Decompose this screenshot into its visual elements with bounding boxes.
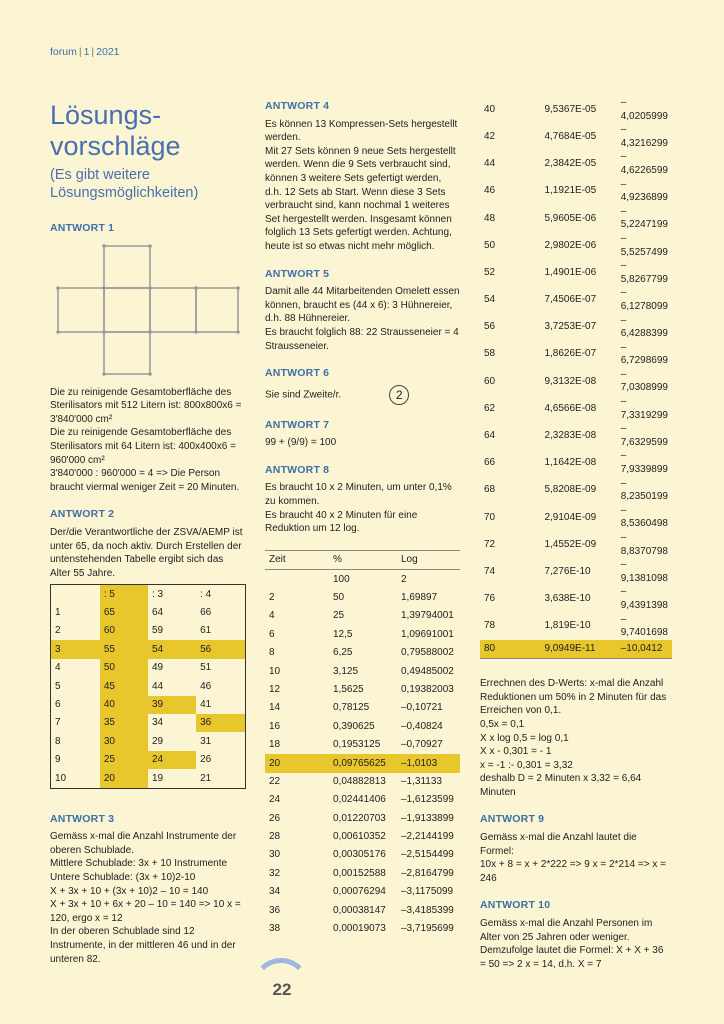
table-cell: 1,09691001 — [401, 628, 454, 640]
table-cell: 34 — [269, 886, 281, 898]
table-row — [265, 773, 460, 791]
answer-3-heading: ANTWORT 3 — [50, 812, 115, 825]
table-cell: 54 — [148, 640, 196, 658]
table-cell: 64 — [151, 607, 164, 619]
table-cell: 7,4506E-07 — [544, 294, 597, 306]
table-row — [51, 659, 246, 677]
answer-1-text-1: Die zu reinigende Gesamtoberfläche des Sterilisators mit 512 Litern ist: 800x800x6 = 3'840'000 cm² — [50, 386, 242, 425]
answer-5 — [265, 268, 460, 354]
table-row — [51, 604, 246, 622]
table-row — [480, 286, 672, 313]
table-cell: –1,6123599 — [401, 794, 454, 806]
table-cell: 39 — [148, 696, 196, 714]
answer-6-heading: ANTWORT 6 — [265, 367, 330, 380]
answer-3-line: X + 3x + 10 + (3x + 10)2 – 10 = 140 — [50, 885, 209, 897]
column-header: Log — [397, 550, 460, 569]
answer-8-continued — [480, 677, 672, 799]
cube-net-diagram — [50, 242, 246, 382]
table-cell: 60 — [100, 622, 148, 640]
page-subtitle: (Es gibt weitere Lösungsmöglichkeiten) — [50, 167, 199, 201]
table-cell: 78 — [484, 620, 496, 632]
answer-8-after-line: x = -1 :- 0,301 = 3,32 — [480, 759, 573, 771]
table-cell: 5 — [55, 680, 61, 692]
table-cell: –8,2350199 — [620, 477, 668, 503]
table-cell: 5,9605E-06 — [544, 212, 597, 224]
table-cell: 14 — [269, 702, 281, 714]
table-cell: –1,9133899 — [401, 812, 454, 824]
table-cell: 100 — [333, 573, 350, 585]
answer-10-line: Gemäss x-mal die Anzahl Personen im Alter von 25 Jahren oder weniger. — [480, 918, 653, 943]
table-cell: 1,819E-10 — [544, 620, 591, 632]
table-row — [265, 736, 460, 754]
page-number: 22 — [272, 980, 292, 999]
table-cell: 30 — [269, 849, 281, 861]
table-cell: 51 — [200, 662, 212, 674]
table-cell: 54 — [484, 294, 496, 306]
table-header-row — [265, 550, 460, 569]
table-cell: 1,4552E-09 — [544, 538, 597, 550]
answer-4 — [265, 100, 460, 254]
table-cell: 16 — [269, 720, 281, 732]
table-cell: 70 — [484, 511, 496, 523]
table-row — [480, 232, 672, 259]
table-cell: 0,09765625 — [329, 754, 397, 772]
table-row — [265, 864, 460, 882]
table-cell: 28 — [269, 831, 281, 843]
table-cell: 58 — [484, 348, 496, 360]
table-row — [265, 883, 460, 901]
answer-5-heading: ANTWORT 5 — [265, 267, 330, 280]
circled-number: 2 — [389, 385, 409, 405]
answer-3-line: X + 3x + 10 + 6x + 20 – 10 = 140 => 10 x = 120, ergo x = 12 — [50, 899, 241, 924]
answer-8-after-line: 0,5x = 0,1 — [480, 718, 525, 730]
table-cell: 50 — [100, 659, 148, 677]
answer-8-after-line: X x log 0,5 = log 0,1 — [480, 732, 569, 744]
table-cell: –9,1381098 — [620, 559, 668, 584]
table-row — [265, 681, 460, 699]
answer-7-heading: ANTWORT 7 — [265, 418, 330, 431]
answer-5-line: Damit alle 44 Mitarbeitenden Omelett essen können, braucht es (44 x 6): 3 Hühnereier, d.h. 88 Hühnereier. — [265, 286, 460, 325]
table-cell: 66 — [200, 607, 212, 619]
table-row — [51, 714, 246, 732]
magazine-name: forum — [50, 46, 77, 58]
table-cell: 59 — [151, 625, 164, 637]
table-row — [265, 920, 460, 938]
table-cell: –0,70927 — [401, 739, 443, 751]
table-cell: 12,5 — [333, 628, 353, 640]
table-cell: 6 — [269, 628, 275, 640]
table-cell: –9,4391398 — [620, 586, 668, 611]
table-cell: 9,0949E-11 — [540, 640, 616, 659]
table-row — [480, 150, 672, 177]
answer-8 — [265, 464, 460, 536]
table-cell: 2,3283E-08 — [544, 430, 597, 442]
table-cell: 0,00076294 — [333, 886, 386, 898]
answer-2-text: Der/die Verantwortliche der ZSVA/AEMP ist unter 65, da noch aktiv. Durch Erstellen der untenstehenden Tabelle ergibt sich das Alter 55 Jahre. — [50, 526, 243, 579]
table-cell: 21 — [200, 772, 212, 784]
table-cell: 46 — [200, 680, 212, 692]
table-cell: 7 — [55, 717, 61, 729]
table-cell: 26 — [200, 754, 212, 766]
table-cell: 0,00038147 — [333, 904, 386, 916]
answer-3-line: Untere Schublade: (3x + 10)2-10 — [50, 871, 196, 883]
table-row — [51, 732, 246, 750]
table-cell: 61 — [200, 625, 212, 637]
table-row — [265, 699, 460, 717]
table-row — [480, 259, 672, 286]
table-cell: –3,4185399 — [401, 904, 454, 916]
table-cell: 36 — [196, 714, 245, 732]
table-cell: 6 — [55, 699, 61, 711]
table-cell: 5,8208E-09 — [544, 484, 597, 496]
column-header: % — [329, 550, 397, 569]
table-cell: 0,19382003 — [401, 683, 454, 695]
table-cell: 34 — [151, 717, 164, 729]
table-cell: 18 — [269, 739, 281, 751]
table-cell: 46 — [484, 185, 496, 197]
table-row — [480, 368, 672, 395]
table-cell: –8,5360498 — [620, 504, 668, 530]
table-cell: 3,125 — [333, 665, 359, 677]
answer-3-line: Gemäss x-mal die Anzahl Instrumente der oberen Schublade. — [50, 831, 237, 856]
table-cell: 50 — [484, 239, 496, 251]
table-cell: 0,390625 — [333, 720, 375, 732]
table-cell: 2 — [401, 573, 407, 585]
column-3 — [480, 96, 672, 985]
answer-3 — [50, 813, 246, 967]
page-header: forum | 1 | 2021 — [50, 46, 120, 58]
answer-2-heading: ANTWORT 2 — [50, 508, 115, 521]
table-cell: –6,1278099 — [620, 287, 668, 312]
table-row — [265, 828, 460, 846]
table-cell: 44 — [484, 158, 496, 170]
table-cell: 29 — [151, 735, 164, 747]
table-cell: –4,6226599 — [620, 151, 668, 176]
table-cell: 40 — [484, 103, 496, 115]
table-cell: 31 — [200, 735, 212, 747]
table-row — [265, 901, 460, 919]
table-row — [265, 662, 460, 680]
table-row — [265, 589, 460, 607]
reduction-table-continued — [480, 96, 672, 659]
table-row — [51, 640, 246, 658]
age-table — [50, 584, 246, 788]
table-cell: 64 — [484, 430, 496, 442]
table-cell — [265, 570, 329, 589]
column-header: : 3 — [151, 588, 164, 600]
table-cell: –7,0308999 — [620, 368, 668, 394]
table-cell: –0,10721 — [401, 702, 443, 714]
table-cell: 0,78125 — [333, 702, 370, 714]
table-row — [480, 395, 672, 422]
table-row — [480, 205, 672, 232]
table-row — [265, 809, 460, 827]
table-cell: –7,9339899 — [620, 450, 668, 476]
table-row — [480, 422, 672, 449]
table-cell: 0,01220703 — [333, 812, 386, 824]
table-cell: 0,1953125 — [333, 739, 381, 751]
table-cell: 0,49485002 — [401, 665, 454, 677]
table-cell: –2,5154499 — [401, 849, 454, 861]
answer-8-after-line: deshalb D = 2 Minuten x 3,32 = 6,64 Minuten — [480, 773, 642, 798]
column-1 — [50, 100, 246, 980]
table-cell: 22 — [269, 775, 281, 787]
table-cell: 0,79588002 — [401, 647, 454, 659]
table-cell: –4,3216299 — [620, 124, 668, 149]
answer-3-line: In der oberen Schublade sind 12 Instrumente, in der mittleren 46 und in der unteren 82. — [50, 926, 236, 965]
table-cell: 68 — [484, 484, 496, 496]
table-cell: 48 — [484, 212, 496, 224]
table-cell: 0,04882813 — [333, 775, 386, 787]
table-cell: 76 — [484, 593, 496, 605]
table-cell: 12 — [269, 683, 281, 695]
table-cell: 56 — [484, 321, 496, 333]
table-cell: 1,8626E-07 — [544, 348, 597, 360]
table-cell: 42 — [484, 130, 496, 142]
table-row — [480, 96, 672, 123]
column-header — [51, 585, 100, 604]
table-row — [51, 769, 246, 788]
table-cell: 25 — [333, 610, 345, 622]
column-header: Zeit — [265, 550, 329, 569]
table-cell: –2,2144199 — [401, 831, 454, 843]
answer-8-after-line: Errechnen des D-Werts: x-mal die Anzahl Reduktionen um 50% in 2 Minuten für das Erreichen von 0,1. — [480, 678, 667, 717]
answer-1-text-2: Die zu reinigende Gesamtoberfläche des Sterilisators mit 64 Litern ist: 400x400x6 = 960'000 cm² — [50, 427, 236, 466]
table-row — [51, 622, 246, 640]
table-row — [265, 717, 460, 735]
table-cell: 1,1642E-08 — [544, 457, 597, 469]
table-row — [480, 531, 672, 558]
answer-1 — [50, 222, 246, 494]
answer-7 — [265, 419, 460, 450]
table-cell: 4 — [269, 610, 275, 622]
table-cell: 0,02441406 — [333, 794, 386, 806]
table-cell: 62 — [484, 402, 496, 414]
table-cell: 0,00019073 — [333, 923, 386, 935]
table-row — [265, 644, 460, 662]
table-cell: 56 — [196, 640, 245, 658]
table-cell: 1,39794001 — [401, 610, 454, 622]
table-cell: 2 — [55, 625, 61, 637]
table-row — [480, 640, 672, 659]
table-row — [480, 449, 672, 476]
table-cell: –10,0412 — [617, 640, 672, 659]
table-row — [51, 677, 246, 695]
table-cell: 2,9104E-09 — [544, 511, 597, 523]
table-cell: 30 — [100, 732, 148, 750]
table-row — [480, 178, 672, 205]
answer-8-line: Es braucht 10 x 2 Minuten, um unter 0,1% zu kommen. — [265, 482, 452, 508]
table-row — [265, 791, 460, 809]
table-cell: 32 — [269, 867, 281, 879]
table-cell: –6,7298699 — [620, 341, 668, 367]
table-cell: –0,40824 — [401, 720, 443, 732]
table-cell: 24 — [269, 794, 281, 806]
table-cell: 1 — [55, 607, 61, 619]
table-cell: 24 — [148, 751, 196, 769]
table-cell: –2,8164799 — [401, 867, 454, 879]
table-cell: –1,31133 — [401, 775, 442, 787]
table-header-row — [51, 585, 246, 604]
table-row — [265, 607, 460, 625]
table-cell: 35 — [100, 714, 148, 732]
table-cell: 9,3132E-08 — [544, 375, 597, 387]
table-cell: –5,8267799 — [620, 260, 668, 285]
table-row — [480, 477, 672, 504]
table-cell: 65 — [100, 604, 148, 622]
table-row — [480, 558, 672, 585]
answer-6-text: Sie sind Zweite/r. — [265, 389, 342, 401]
table-cell: –9,7401698 — [620, 613, 668, 639]
table-cell: 2 — [269, 592, 275, 604]
table-cell: 2,3842E-05 — [544, 158, 597, 170]
table-cell: –4,0205999 — [620, 97, 668, 122]
issue-number: 1 — [83, 46, 90, 58]
answer-10-heading: ANTWORT 10 — [480, 899, 551, 912]
table-cell: 3,638E-10 — [544, 593, 591, 605]
page-title: Lösungs- vorschläge — [50, 100, 181, 161]
table-row — [480, 314, 672, 341]
table-cell: 8 — [269, 647, 275, 659]
table-cell: 36 — [269, 904, 281, 916]
table-cell: 26 — [269, 812, 281, 824]
table-cell: 25 — [100, 751, 148, 769]
table-row — [480, 585, 672, 612]
table-cell: 72 — [484, 538, 496, 550]
page-number-badge — [252, 958, 312, 1018]
answer-3-line: Mittlere Schublade: 3x + 10 Instrumente — [50, 858, 228, 870]
table-cell: 4,7684E-05 — [544, 130, 597, 142]
answer-8-heading: ANTWORT 8 — [265, 463, 330, 476]
table-cell: –5,2247199 — [620, 205, 668, 231]
table-cell: 60 — [484, 375, 496, 387]
answer-9-line: 10x + 8 = x + 2*222 => 9 x = 2*214 => x = 246 — [480, 859, 666, 884]
table-cell: 4,6566E-08 — [544, 402, 597, 414]
table-cell: –3,7195699 — [401, 923, 454, 935]
answer-2 — [50, 508, 246, 788]
table-cell: 20 — [265, 754, 329, 772]
table-cell: 44 — [151, 680, 164, 692]
table-cell: 4 — [55, 662, 61, 674]
table-cell: 74 — [484, 565, 496, 577]
answer-4-line: Mit 27 Sets können 9 neue Sets hergestellt werden. Wenn die 9 Sets verbraucht sind, können 3 weitere Sets gefertigt werden, d.h. 12 Sets ab Start. Wenn diese 3 Sets verbraucht sind, kann nochmal 1 weiteres Set hergestellt werden. Insgesamt können folglich 13 Sets gefertigt werden. Achtung, heute ist so etwas nicht mehr möglich. — [265, 145, 456, 252]
table-cell: 66 — [484, 457, 496, 469]
table-cell: 19 — [151, 772, 164, 784]
year: 2021 — [96, 46, 120, 58]
table-cell: 9 — [55, 754, 61, 766]
answer-10 — [480, 899, 672, 971]
answer-9-heading: ANTWORT 9 — [480, 813, 545, 826]
answer-8-line: Es braucht 40 x 2 Minuten für eine Reduktion um 12 log. — [265, 509, 418, 535]
table-cell: 10 — [269, 665, 281, 677]
table-row — [480, 504, 672, 531]
table-cell: 1,1921E-05 — [544, 185, 597, 197]
table-cell: 49 — [151, 662, 164, 674]
table-cell: 6,25 — [333, 647, 353, 659]
answer-1-text-3: 3'840'000 : 960'000 = 4 => Die Person braucht viermal weniger Zeit = 20 Minuten. — [50, 468, 240, 493]
table-row — [480, 123, 672, 150]
table-cell: –7,6329599 — [620, 423, 668, 448]
table-row — [265, 570, 460, 589]
table-cell: –1,0103 — [397, 754, 460, 772]
column-header: : 4 — [200, 588, 212, 600]
answer-8-after-line: X x - 0,301 = - 1 — [480, 746, 552, 758]
table-cell: –3,1175099 — [401, 886, 454, 898]
answer-4-line: Es können 13 Kompressen-Sets hergestellt werden. — [265, 118, 458, 144]
table-row — [51, 751, 246, 769]
table-row — [265, 625, 460, 643]
table-cell: 9,5367E-05 — [544, 103, 597, 115]
table-cell: 1,5625 — [333, 683, 364, 695]
table-cell: –8,8370798 — [620, 532, 668, 557]
table-cell: 8 — [55, 735, 61, 747]
table-cell: 55 — [100, 640, 148, 658]
table-cell: 0,00610352 — [333, 831, 386, 843]
table-cell: 1,69897 — [401, 592, 438, 604]
table-cell: 7,276E-10 — [544, 565, 591, 577]
table-cell: 80 — [480, 640, 540, 659]
table-cell: 40 — [100, 696, 148, 714]
table-cell: –7,3319299 — [620, 396, 668, 421]
table-cell: 50 — [333, 592, 345, 604]
table-cell: 10 — [55, 772, 67, 784]
table-cell: 20 — [100, 769, 148, 788]
table-cell: 52 — [484, 266, 496, 278]
table-cell: 0,00305176 — [333, 849, 386, 861]
answer-7-text: 99 + (9/9) = 100 — [265, 437, 337, 449]
column-header: : 5 — [100, 585, 148, 604]
table-cell: 1,4901E-06 — [544, 266, 597, 278]
table-row — [265, 754, 460, 772]
table-row — [480, 341, 672, 368]
reduction-table — [265, 550, 460, 938]
table-cell: 41 — [200, 699, 212, 711]
table-cell: 2,9802E-06 — [544, 239, 597, 251]
table-cell: 0,00152588 — [333, 867, 386, 879]
answer-5-line: Es braucht folglich 88: 22 Strausseneier = 4 Strausseneier. — [265, 326, 459, 352]
answer-9 — [480, 813, 672, 885]
answer-1-heading: ANTWORT 1 — [50, 222, 115, 234]
answer-9-line: Gemäss x-mal die Anzahl lautet die Formel: — [480, 832, 637, 857]
table-cell: –6,4288399 — [620, 314, 668, 340]
table-row — [51, 696, 246, 714]
table-cell: –5,5257499 — [620, 232, 668, 258]
table-cell: 3,7253E-07 — [544, 321, 597, 333]
table-row — [480, 613, 672, 640]
table-cell: 45 — [100, 677, 148, 695]
table-cell: –4,9236899 — [620, 178, 668, 204]
answer-10-line: Demzufolge lautet die Formel: X + X + 36 = 50 => 2 x = 14, d.h. X = 7 — [480, 945, 664, 970]
table-cell: 38 — [269, 923, 281, 935]
answer-4-heading: ANTWORT 4 — [265, 100, 330, 112]
table-row — [265, 846, 460, 864]
column-2 — [265, 100, 460, 938]
table-cell: 3 — [51, 640, 100, 658]
answer-6 — [265, 367, 460, 405]
